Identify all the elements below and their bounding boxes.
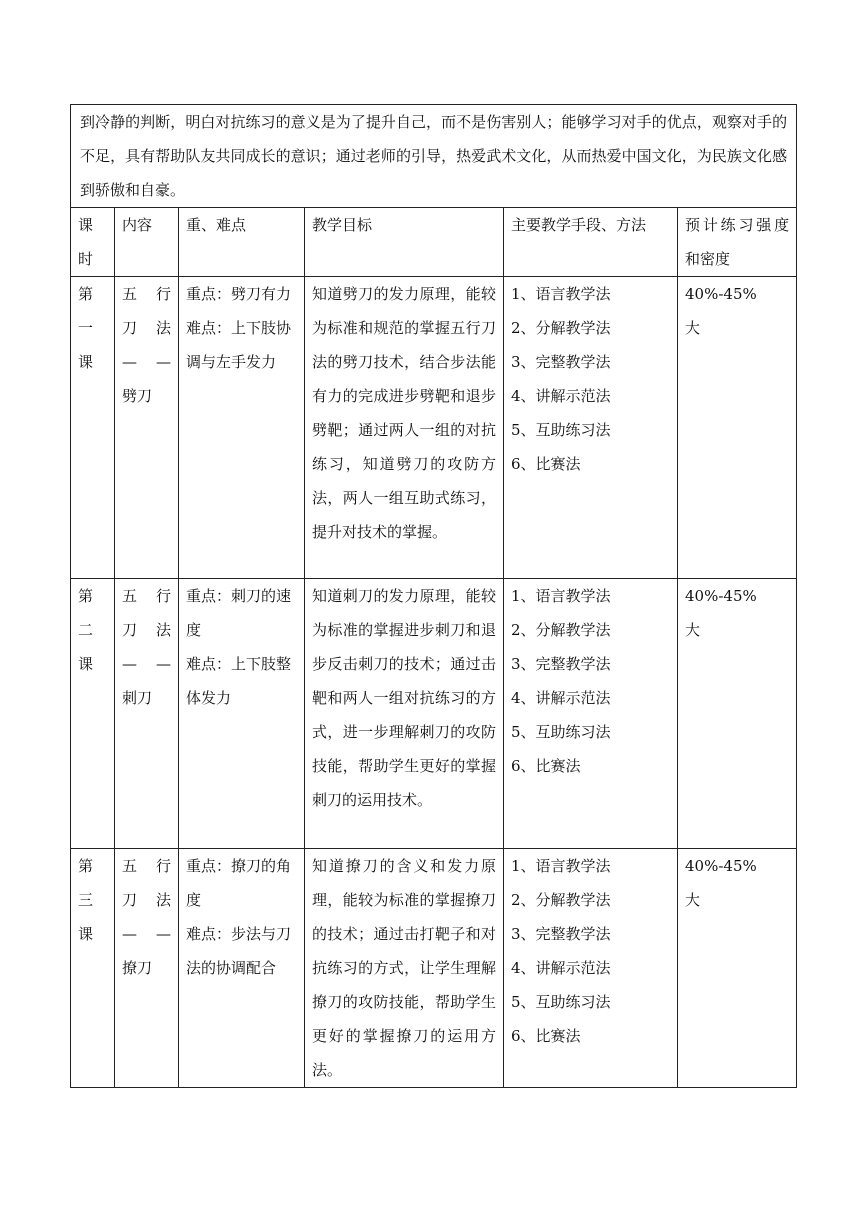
table-row: [71, 849, 797, 1088]
method-item: 3、完整教学法: [511, 353, 611, 371]
difficulty-text: 难点：上下肢整体发力: [186, 655, 292, 707]
difficulty-text: 难点：步法与刀法的协调配合: [186, 925, 292, 977]
method-item: 1、语言教学法: [511, 285, 611, 303]
method-item: 4、讲解示范法: [511, 387, 611, 405]
intensity-value: 40%-45%: [685, 857, 757, 875]
lesson-period: 第二课: [71, 579, 115, 849]
header-intensity: 预计练习强度和密度: [678, 208, 797, 277]
method-item: 3、完整教学法: [511, 655, 611, 673]
density-value: 大: [685, 621, 701, 639]
intro-row: [71, 105, 797, 208]
method-item: 5、互助练习法: [511, 723, 611, 741]
method-item: 4、讲解示范法: [511, 959, 611, 977]
method-item: 6、比赛法: [511, 1027, 581, 1045]
table-row: [71, 579, 797, 849]
lesson-content: 五 行 刀 法 — — 刺刀: [115, 579, 179, 849]
lesson-key-points: [179, 579, 305, 849]
method-item: 2、分解教学法: [511, 891, 611, 909]
intensity-value: 40%-45%: [685, 587, 757, 605]
method-item: 2、分解教学法: [511, 319, 611, 337]
lesson-intensity: [678, 849, 797, 1088]
lesson-plan-table: [70, 104, 797, 1088]
method-item: 4、讲解示范法: [511, 689, 611, 707]
key-point-text: 重点：刺刀的速度: [186, 587, 292, 639]
lesson-objective: 知道劈刀的发力原理，能较为标准和规范的掌握五行刀法的劈刀技术，结合步法能有力的完成进步劈靶和退步劈靶；通过两人一组的对抗练习，知道劈刀的攻防方法，两人一组互助式练习，提升对技术的掌握。: [305, 277, 504, 579]
header-row: [71, 208, 797, 277]
header-objectives: 教学目标: [305, 208, 504, 277]
method-item: 6、比赛法: [511, 757, 581, 775]
table-row: [71, 277, 797, 579]
key-point-text: 重点：撩刀的角度: [186, 857, 292, 909]
lesson-intensity: [678, 579, 797, 849]
lesson-methods: [504, 579, 678, 849]
method-item: 2、分解教学法: [511, 621, 611, 639]
key-point-text: 重点：劈刀有力: [186, 285, 292, 303]
lesson-objective: 知道撩刀的含义和发力原理，能较为标准的掌握撩刀的技术；通过击打靶子和对抗练习的方式，让学生理解撩刀的攻防技能，帮助学生更好的掌握撩刀的运用方法。: [305, 849, 504, 1088]
intensity-value: 40%-45%: [685, 285, 757, 303]
method-item: 1、语言教学法: [511, 587, 611, 605]
method-item: 1、语言教学法: [511, 857, 611, 875]
density-value: 大: [685, 891, 701, 909]
lesson-intensity: [678, 277, 797, 579]
header-methods: 主要教学手段、方法: [504, 208, 678, 277]
lesson-key-points: [179, 849, 305, 1088]
difficulty-text: 难点：上下肢协调与左手发力: [186, 319, 292, 371]
method-item: 5、互助练习法: [511, 421, 611, 439]
header-content: 内容: [115, 208, 179, 277]
method-item: 3、完整教学法: [511, 925, 611, 943]
intro-text: 到冷静的判断，明白对抗练习的意义是为了提升自己，而不是伤害别人；能够学习对手的优点，观察对手的不足，具有帮助队友共同成长的意识；通过老师的引导，热爱武术文化，从而热爱中国文化，为民族文化感到骄傲和自豪。: [71, 105, 797, 208]
method-item: 5、互助练习法: [511, 993, 611, 1011]
lesson-content: 五 行 刀 法 — — 劈刀: [115, 277, 179, 579]
lesson-key-points: [179, 277, 305, 579]
method-item: 6、比赛法: [511, 455, 581, 473]
lesson-period: 第一课: [71, 277, 115, 579]
lesson-methods: [504, 849, 678, 1088]
density-value: 大: [685, 319, 701, 337]
lesson-period: 第三课: [71, 849, 115, 1088]
header-period: 课时: [71, 208, 115, 277]
lesson-methods: [504, 277, 678, 579]
lesson-content: 五 行 刀 法 — — 撩刀: [115, 849, 179, 1088]
header-key-points: 重、难点: [179, 208, 305, 277]
lesson-objective: 知道刺刀的发力原理，能较为标准的掌握进步刺刀和退步反击刺刀的技术；通过击靶和两人一组对抗练习的方式，进一步理解刺刀的攻防技能，帮助学生更好的掌握刺刀的运用技术。: [305, 579, 504, 849]
